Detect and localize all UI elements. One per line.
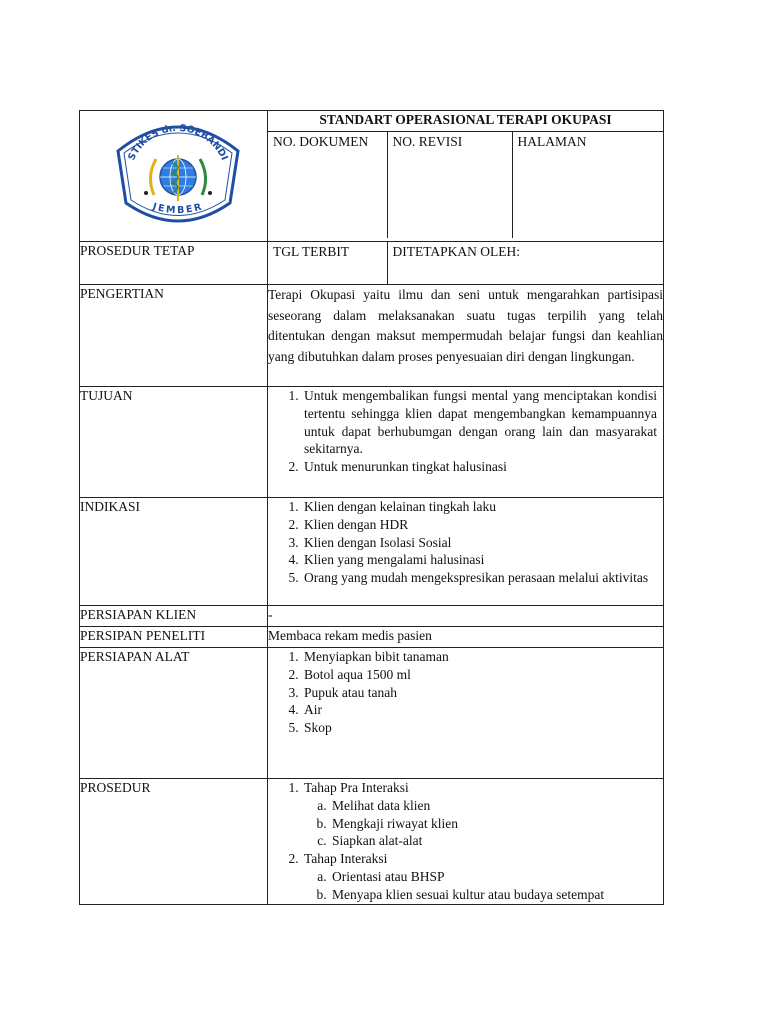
list-item: 5. Skop bbox=[302, 719, 657, 737]
list-item: 1. Klien dengan kelainan tingkah laku bbox=[302, 498, 657, 516]
halaman-label: HALAMAN bbox=[517, 134, 587, 150]
list-item: a. Orientasi atau BHSP bbox=[330, 868, 657, 886]
persiapan-alat-list bbox=[268, 648, 663, 737]
list-item: b. Mengkaji riwayat klien bbox=[330, 815, 657, 833]
stage-step-list bbox=[304, 797, 657, 850]
prosedur-tetap-label: PROSEDUR TETAP bbox=[80, 242, 268, 285]
list-item: c. Siapkan alat-alat bbox=[330, 832, 657, 850]
persiapan-alat-label: PERSIAPAN ALAT bbox=[80, 648, 268, 779]
persiapan-klien-label: PERSIAPAN KLIEN bbox=[80, 606, 268, 627]
pengertian-label: PENGERTIAN bbox=[80, 285, 268, 387]
indikasi-list bbox=[268, 498, 663, 587]
list-item: a. Melihat data klien bbox=[330, 797, 657, 815]
stikes-logo-icon bbox=[80, 111, 268, 237]
list-item: 4. Klien yang mengalami halusinasi bbox=[302, 551, 657, 569]
persipan-peneliti-value: Membaca rekam medis pasien bbox=[268, 627, 664, 648]
document-meta bbox=[268, 132, 664, 238]
no-revisi-label: NO. REVISI bbox=[387, 132, 512, 238]
indikasi-cell bbox=[268, 498, 664, 606]
sop-table bbox=[79, 110, 664, 905]
tujuan-label: TUJUAN bbox=[80, 387, 268, 498]
stage-step-list bbox=[304, 868, 657, 904]
list-item: 5. Orang yang mudah mengekspresikan perasaan melalui aktivitas bbox=[302, 569, 657, 587]
stage-title: Tahap Interaksi bbox=[304, 851, 388, 867]
logo-cell bbox=[80, 111, 268, 242]
persiapan-alat-cell bbox=[268, 648, 664, 779]
list-item: 1. Menyiapkan bibit tanaman bbox=[302, 648, 657, 666]
prosedur-tetap-meta bbox=[268, 242, 664, 284]
tujuan-cell bbox=[268, 387, 664, 498]
logo-top-text: STIKES dr. SOEBANDI bbox=[126, 122, 230, 163]
stage-title: Tahap Pra Interaksi bbox=[304, 780, 409, 795]
document-title: STANDART OPERASIONAL TERAPI OKUPASI bbox=[268, 111, 664, 132]
pengertian-text: Terapi Okupasi yaitu ilmu dan seni untuk mengarahkan partisipasi seseorang dalam melaksanakan suatu tugas terpilih yang telah ditentukan dengan maksut mempermudah belajar fungsi dan keahlian yang dibutuhkan dalam proses penyesuaian diri dengan lingkungan. bbox=[268, 285, 664, 387]
list-item: 4. Air bbox=[302, 701, 657, 719]
prosedur-label: PROSEDUR bbox=[80, 779, 268, 905]
prosedur-stage bbox=[302, 850, 657, 903]
indikasi-label: INDIKASI bbox=[80, 498, 268, 606]
logo-bottom-text: JEMBER bbox=[151, 201, 205, 217]
no-dokumen-label: NO. DOKUMEN bbox=[268, 132, 387, 238]
list-item: 2. Untuk menurunkan tingkat halusinasi bbox=[302, 458, 657, 476]
prosedur-stage-list bbox=[268, 779, 663, 904]
document-meta-cell bbox=[268, 132, 664, 242]
list-item: 2. Botol aqua 1500 ml bbox=[302, 666, 657, 684]
list-item: 2. Klien dengan HDR bbox=[302, 516, 657, 534]
prosedur-stage bbox=[302, 779, 657, 850]
ditetapkan-label: DITETAPKAN OLEH: bbox=[392, 244, 521, 259]
persiapan-klien-value: - bbox=[268, 606, 664, 627]
list-item: b. Menyapa klien sesuai kultur atau budaya setempat bbox=[330, 886, 657, 904]
prosedur-cell bbox=[268, 779, 664, 905]
prosedur-tetap-cell bbox=[268, 242, 664, 285]
list-item: 1. Untuk mengembalikan fungsi mental yang menciptakan kondisi tertentu sehingga klien dapat mengembangkan kemampuannya untuk dapat berhubumgan dengan orang lain dan masyarakat sekitarnya. bbox=[302, 387, 657, 458]
tgl-terbit-label: TGL TERBIT bbox=[268, 242, 387, 284]
persipan-peneliti-label: PERSIPAN PENELITI bbox=[80, 627, 268, 648]
list-item: 3. Pupuk atau tanah bbox=[302, 684, 657, 702]
list-item: 3. Klien dengan Isolasi Sosial bbox=[302, 534, 657, 552]
tujuan-list bbox=[268, 387, 663, 476]
